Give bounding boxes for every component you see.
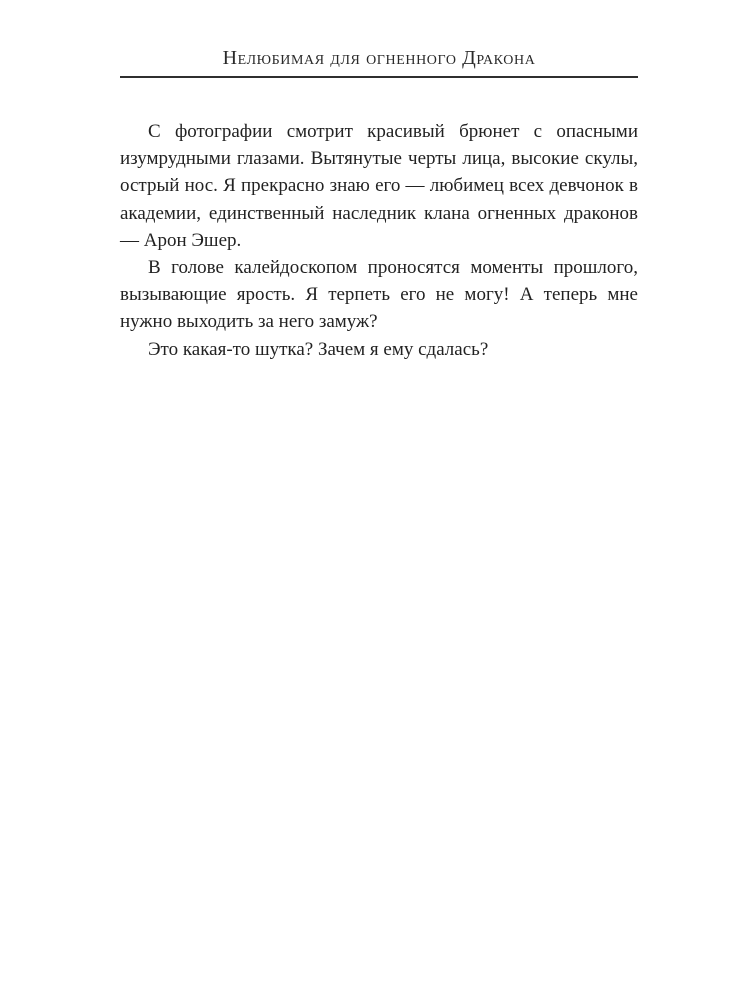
running-head: Нелюбимая для огненного Дракона [222, 47, 536, 69]
body-text [120, 118, 638, 363]
header-rule [120, 76, 638, 78]
paragraph-1: С фотографии смотрит красивый брюнет с опасными изумрудными глазами. Вытянутые черты лица, высокие скулы, острый нос. Я прекрасно знаю его — любимец всех девчонок в академии, единственный наследник клана огненных драконов — Арон Эшер. [120, 121, 638, 251]
paragraph-2: В голове калейдоскопом проносятся моменты прошлого, вызывающие ярость. Я терпеть его не могу! А теперь мне нужно выходить за него замуж? [120, 257, 638, 333]
paragraph-3: Это какая-то шутка? Зачем я ему сдалась? [148, 338, 489, 360]
